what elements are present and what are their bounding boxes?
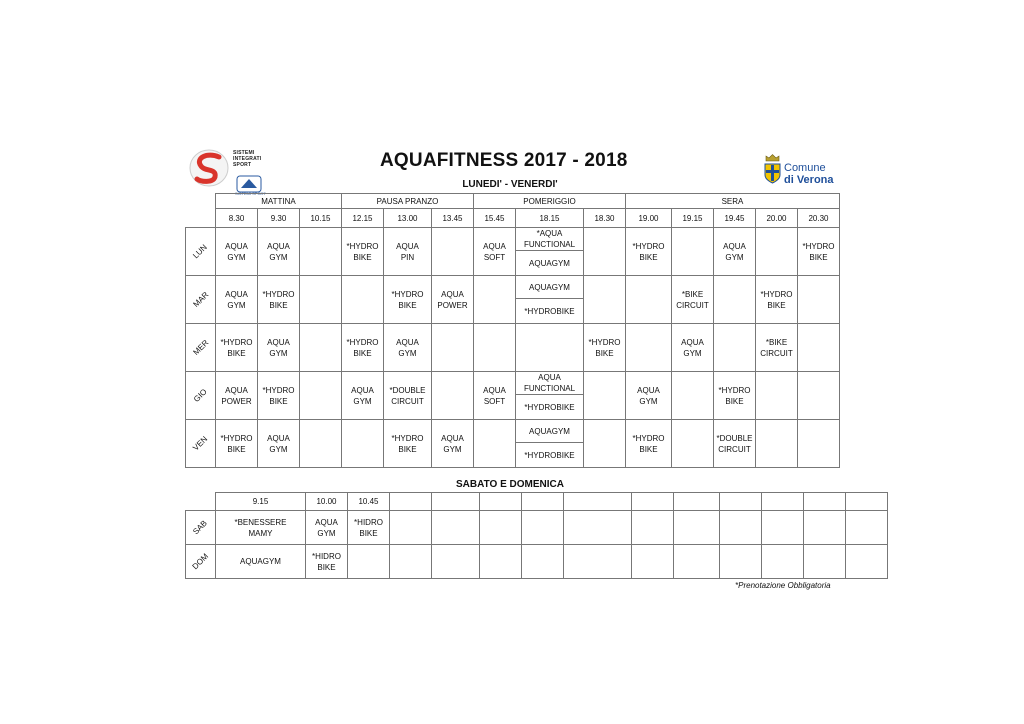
schedule-cell bbox=[672, 228, 714, 276]
time-header-cell: 13.45 bbox=[432, 209, 474, 228]
crown-icon bbox=[765, 154, 780, 162]
schedule-cell bbox=[432, 324, 474, 372]
day-label-text: MER bbox=[191, 338, 210, 357]
time-header-cell: 20.00 bbox=[756, 209, 798, 228]
schedule-cell bbox=[626, 324, 672, 372]
schedule-cell bbox=[522, 545, 564, 579]
day-label-text: SAB bbox=[191, 518, 210, 537]
schedule-cell bbox=[516, 324, 584, 372]
schedule-cell: AQUA GYM bbox=[306, 511, 348, 545]
schedule-cell: AQUAGYM bbox=[216, 545, 306, 579]
section-pausa-pranzo: PAUSA PRANZO bbox=[342, 194, 474, 209]
time-header-cell: 9.15 bbox=[216, 493, 306, 511]
schedule-cell: *HYDRO BIKE bbox=[584, 324, 626, 372]
logo-line-3: SPORT bbox=[233, 162, 252, 168]
schedule-cell: *HYDRO BIKE bbox=[714, 372, 756, 420]
schedule-cell: AQUA GYM bbox=[432, 420, 474, 468]
schedule-cell: AQUA GYM bbox=[258, 228, 300, 276]
schedule-cell: AQUA SOFT bbox=[474, 228, 516, 276]
corner-cell bbox=[186, 209, 216, 228]
coat-of-arms-icon bbox=[764, 163, 781, 184]
time-header-cell: 18.15 bbox=[516, 209, 584, 228]
day-label-ven bbox=[186, 420, 216, 468]
schedule-cell bbox=[342, 420, 384, 468]
day-row-lun bbox=[186, 228, 840, 276]
time-header-cell bbox=[762, 493, 804, 511]
time-header-cell: 19.45 bbox=[714, 209, 756, 228]
corner-cell bbox=[186, 493, 216, 511]
day-label-mar bbox=[186, 276, 216, 324]
time-header-cell: 10.45 bbox=[348, 493, 390, 511]
schedule-cell bbox=[632, 545, 674, 579]
schedule-cell: *HYDRO BIKE bbox=[756, 276, 798, 324]
time-header-cell: 8.30 bbox=[216, 209, 258, 228]
page-title: AQUAFITNESS 2017 - 2018 bbox=[380, 150, 628, 171]
schedule-cell bbox=[432, 511, 480, 545]
time-header-cell: 20.30 bbox=[798, 209, 840, 228]
time-header-cell: 10.00 bbox=[306, 493, 348, 511]
schedule-cell bbox=[584, 276, 626, 324]
logo-comune-text: Comune bbox=[784, 162, 826, 174]
schedule-cell: AQUA GYM bbox=[384, 324, 432, 372]
schedule-cell bbox=[714, 324, 756, 372]
schedule-cell bbox=[474, 276, 516, 324]
schedule-cell-bottom: *HYDROBIKE bbox=[524, 402, 575, 412]
schedule-cell-bottom: *HYDROBIKE bbox=[524, 306, 575, 316]
schedule-cell: *HYDRO BIKE bbox=[384, 276, 432, 324]
schedule-cell bbox=[762, 545, 804, 579]
schedule-cell bbox=[300, 276, 342, 324]
time-header-cell bbox=[846, 493, 888, 511]
time-header-cell bbox=[432, 493, 480, 511]
time-header-cell: 19.00 bbox=[626, 209, 672, 228]
schedule-cell: AQUA POWER bbox=[216, 372, 258, 420]
s-logo-icon bbox=[189, 148, 229, 188]
schedule-cell: *HYDRO BIKE bbox=[216, 420, 258, 468]
day-row-ven bbox=[186, 420, 840, 468]
schedule-cell bbox=[564, 545, 632, 579]
schedule-cell: AQUA POWER bbox=[432, 276, 474, 324]
weekend-time-row bbox=[186, 493, 888, 511]
time-header-cell: 13.00 bbox=[384, 209, 432, 228]
day-row-mar bbox=[186, 276, 840, 324]
day-label-text: GIO bbox=[192, 387, 209, 404]
day-row-sab bbox=[186, 511, 888, 545]
schedule-cell bbox=[632, 511, 674, 545]
schedule-cell bbox=[626, 276, 672, 324]
schedule-cell bbox=[474, 420, 516, 468]
schedule-cell: *HYDRO BIKE bbox=[626, 228, 672, 276]
schedule-cell: *HYDRO BIKE bbox=[626, 420, 672, 468]
weekend-schedule-table bbox=[185, 492, 888, 579]
schedule-cell: *HYDRO BIKE bbox=[342, 228, 384, 276]
schedule-cell bbox=[516, 276, 584, 324]
time-header-cell bbox=[390, 493, 432, 511]
time-header-cell bbox=[522, 493, 564, 511]
day-label-text: DOM bbox=[190, 551, 211, 572]
day-row-dom bbox=[186, 545, 888, 579]
time-header-cell bbox=[564, 493, 632, 511]
schedule-cell: *HYDRO BIKE bbox=[258, 276, 300, 324]
day-label-lun bbox=[186, 228, 216, 276]
schedule-cell: *HYDRO BIKE bbox=[258, 372, 300, 420]
time-header-cell: 12.15 bbox=[342, 209, 384, 228]
time-header-cell: 10.15 bbox=[300, 209, 342, 228]
schedule-cell bbox=[564, 511, 632, 545]
weekday-subtitle: LUNEDI' - VENERDI' bbox=[462, 179, 558, 190]
logo-text bbox=[233, 150, 261, 168]
schedule-cell bbox=[846, 511, 888, 545]
day-row-mer bbox=[186, 324, 840, 372]
schedule-cell: *HIDRO BIKE bbox=[348, 511, 390, 545]
schedule-cell bbox=[300, 228, 342, 276]
time-header-cell bbox=[632, 493, 674, 511]
logo-line-1: SISTEMI bbox=[233, 150, 255, 156]
weekday-schedule-table bbox=[185, 193, 840, 468]
schedule-cell: *BIKE CIRCUIT bbox=[672, 276, 714, 324]
schedule-cell: AQUA GYM bbox=[216, 276, 258, 324]
schedule-cell-top: AQUAGYM bbox=[516, 276, 583, 299]
logo-city-text: di Verona bbox=[784, 174, 834, 186]
schedule-cell bbox=[516, 420, 584, 468]
sistemi-integrati-sport-logo bbox=[189, 148, 279, 196]
schedule-cell: *BIKE CIRCUIT bbox=[756, 324, 798, 372]
schedule-cell bbox=[390, 511, 432, 545]
schedule-cell: *HYDRO BIKE bbox=[384, 420, 432, 468]
time-header-cell: 15.45 bbox=[474, 209, 516, 228]
schedule-cell bbox=[522, 511, 564, 545]
schedule-cell bbox=[762, 511, 804, 545]
schedule-cell bbox=[714, 276, 756, 324]
time-header-cell bbox=[480, 493, 522, 511]
schedule-cell bbox=[516, 372, 584, 420]
schedule-cell bbox=[756, 420, 798, 468]
day-label-text: VEN bbox=[191, 434, 210, 453]
schedule-cell bbox=[516, 228, 584, 276]
schedule-cell: AQUA SOFT bbox=[474, 372, 516, 420]
schedule-cell bbox=[390, 545, 432, 579]
schedule-cell: AQUA GYM bbox=[626, 372, 672, 420]
schedule-cell bbox=[804, 545, 846, 579]
schedule-cell: AQUA GYM bbox=[672, 324, 714, 372]
schedule-cell: AQUA PIN bbox=[384, 228, 432, 276]
schedule-cell: AQUA GYM bbox=[714, 228, 756, 276]
corner-cell bbox=[186, 194, 216, 209]
schedule-cell bbox=[480, 511, 522, 545]
comune-di-verona-logo bbox=[763, 154, 843, 190]
schedule-cell bbox=[300, 420, 342, 468]
time-header-cell bbox=[674, 493, 720, 511]
schedule-cell bbox=[798, 372, 840, 420]
schedule-cell bbox=[432, 228, 474, 276]
time-header-cell: 19.15 bbox=[672, 209, 714, 228]
day-label-dom bbox=[186, 545, 216, 579]
schedule-cell: *BENESSERE MAMY bbox=[216, 511, 306, 545]
schedule-cell-top: AQUAGYM bbox=[516, 420, 583, 443]
schedule-cell bbox=[672, 372, 714, 420]
schedule-cell bbox=[672, 420, 714, 468]
time-header-cell: 18.30 bbox=[584, 209, 626, 228]
schedule-cell bbox=[474, 324, 516, 372]
schedule-cell bbox=[720, 511, 762, 545]
schedule-cell bbox=[432, 545, 480, 579]
booking-required-note: *Prenotazione Obbligatoria bbox=[735, 581, 831, 590]
day-label-text: LUN bbox=[191, 242, 210, 261]
schedule-cell-bottom: AQUAGYM bbox=[529, 258, 570, 268]
schedule-cell: *HIDRO BIKE bbox=[306, 545, 348, 579]
schedule-cell bbox=[348, 545, 390, 579]
day-row-gio bbox=[186, 372, 840, 420]
schedule-cell: *HYDRO BIKE bbox=[216, 324, 258, 372]
schedule-cell: *HYDRO BIKE bbox=[798, 228, 840, 276]
schedule-cell bbox=[432, 372, 474, 420]
day-label-text: MAR bbox=[191, 290, 210, 309]
schedule-cell bbox=[798, 324, 840, 372]
section-pomeriggio: POMERIGGIO bbox=[474, 194, 626, 209]
logo-caption: SISTEMI SPORT bbox=[235, 191, 266, 196]
schedule-cell-top: AQUA FUNCTIONAL bbox=[516, 372, 583, 395]
schedule-cell: *DOUBLE CIRCUIT bbox=[714, 420, 756, 468]
schedule-cell bbox=[300, 324, 342, 372]
schedule-cell bbox=[584, 228, 626, 276]
schedule-cell-bottom: *HYDROBIKE bbox=[524, 450, 575, 460]
schedule-cell-top: *AQUA FUNCTIONAL bbox=[516, 228, 583, 251]
schedule-cell bbox=[584, 420, 626, 468]
schedule-cell bbox=[804, 511, 846, 545]
schedule-cell: AQUA GYM bbox=[258, 420, 300, 468]
schedule-cell bbox=[674, 545, 720, 579]
schedule-cell bbox=[342, 276, 384, 324]
day-label-sab bbox=[186, 511, 216, 545]
day-label-gio bbox=[186, 372, 216, 420]
day-label-mer bbox=[186, 324, 216, 372]
schedule-cell: *DOUBLE CIRCUIT bbox=[384, 372, 432, 420]
section-header-row bbox=[186, 194, 840, 209]
weekend-title: SABATO E DOMENICA bbox=[456, 479, 564, 490]
schedule-cell bbox=[674, 511, 720, 545]
schedule-cell: AQUA GYM bbox=[258, 324, 300, 372]
section-mattina: MATTINA bbox=[216, 194, 342, 209]
schedule-cell bbox=[584, 372, 626, 420]
schedule-cell bbox=[798, 420, 840, 468]
time-header-row bbox=[186, 209, 840, 228]
schedule-cell: *HYDRO BIKE bbox=[342, 324, 384, 372]
time-header-cell: 9.30 bbox=[258, 209, 300, 228]
section-sera: SERA bbox=[626, 194, 840, 209]
schedule-cell bbox=[846, 545, 888, 579]
time-header-cell bbox=[804, 493, 846, 511]
schedule-cell bbox=[480, 545, 522, 579]
schedule-cell bbox=[720, 545, 762, 579]
time-header-cell bbox=[720, 493, 762, 511]
schedule-cell bbox=[756, 372, 798, 420]
schedule-cell bbox=[756, 228, 798, 276]
schedule-cell: AQUA GYM bbox=[342, 372, 384, 420]
schedule-cell bbox=[798, 276, 840, 324]
schedule-cell: AQUA GYM bbox=[216, 228, 258, 276]
schedule-cell bbox=[300, 372, 342, 420]
logo-line-2: INTEGRATI bbox=[233, 156, 262, 162]
